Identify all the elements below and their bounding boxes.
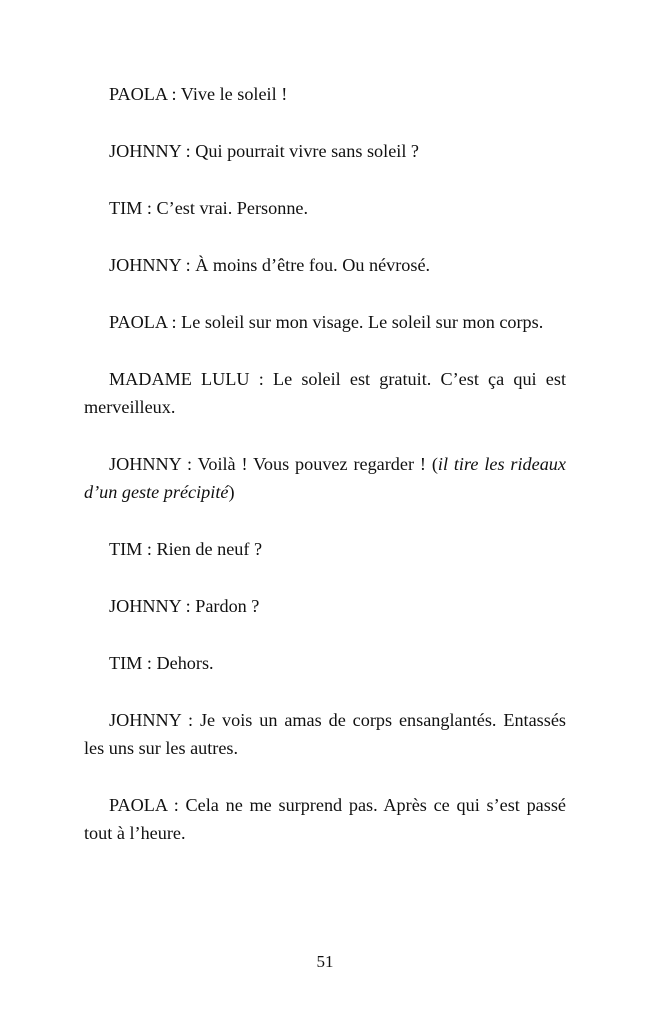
page-number: 51: [316, 952, 334, 971]
speaker-name: TIM: [109, 653, 143, 673]
speaker-name: MADAME LULU: [109, 369, 250, 389]
speaker-name: JOHNNY: [109, 141, 182, 161]
speaker-name: PAOLA: [109, 312, 167, 332]
speaker-name: JOHNNY: [109, 454, 182, 474]
speaker-name: TIM: [109, 198, 143, 218]
speaker-name: JOHNNY: [109, 596, 182, 616]
speaker-name: PAOLA: [109, 84, 167, 104]
speaker-name: TIM: [109, 539, 143, 559]
dialogue-text: À moins d’être fou. Ou névrosé.: [195, 255, 431, 275]
speaker-name: JOHNNY: [109, 710, 182, 730]
speaker-name: JOHNNY: [109, 255, 182, 275]
dialogue-text: C’est vrai. Personne.: [156, 198, 309, 218]
dialogue-paragraph: JOHNNY : Voilà ! Vous pouvez regarder ! (il tire les rideaux d’un geste précipité): [84, 454, 566, 502]
dialogue-text: Cela ne me surprend pas. Après ce qui s’est passé tout à l’heure.: [84, 795, 566, 843]
dialogue-text: Dehors.: [156, 653, 214, 673]
dialogue-paragraph: PAOLA : Le soleil sur mon visage. Le soleil sur mon corps.: [109, 312, 544, 332]
dialogue-paragraph: JOHNNY : Je vois un amas de corps ensanglantés. Entassés les uns sur les autres.: [84, 710, 566, 758]
dialogue-text: Rien de neuf ?: [156, 539, 263, 559]
dialogue-text: Je vois un amas de corps ensanglantés. Entassés les uns sur les autres.: [84, 710, 566, 758]
dialogue-paragraph: JOHNNY : À moins d’être fou. Ou névrosé.: [109, 255, 431, 275]
dialogue-paragraph: TIM : Dehors.: [109, 653, 214, 673]
dialogue-paragraph: TIM : C’est vrai. Personne.: [109, 198, 309, 218]
dialogue-paragraph: TIM : Rien de neuf ?: [109, 539, 263, 559]
dialogue-paragraph: PAOLA : Vive le soleil !: [109, 84, 288, 104]
dialogue-text: Le soleil sur mon visage. Le soleil sur mon corps.: [181, 312, 544, 332]
dialogue-text: Qui pourrait vivre sans soleil ?: [195, 141, 419, 161]
dialogue-paragraph: MADAME LULU : Le soleil est gratuit. C’est ça qui est merveilleux.: [84, 369, 566, 417]
dialogue-text: Voilà ! Vous pouvez regarder ! (: [197, 454, 438, 474]
dialogue-paragraph: JOHNNY : Pardon ?: [109, 596, 260, 616]
dialogue-text: Pardon ?: [195, 596, 260, 616]
dialogue-paragraph: JOHNNY : Qui pourrait vivre sans soleil ?: [109, 141, 419, 161]
dialogue-paragraph: PAOLA : Cela ne me surprend pas. Après ce qui s’est passé tout à l’heure.: [84, 795, 566, 843]
stage-direction: il tire les rideaux d’un geste précipité: [84, 454, 566, 502]
dialogue-text: Le soleil est gratuit. C’est ça qui est merveilleux.: [84, 369, 566, 417]
page-body: [84, 80, 566, 876]
speaker-name: PAOLA: [109, 795, 167, 815]
dialogue-text: Vive le soleil !: [180, 84, 288, 104]
